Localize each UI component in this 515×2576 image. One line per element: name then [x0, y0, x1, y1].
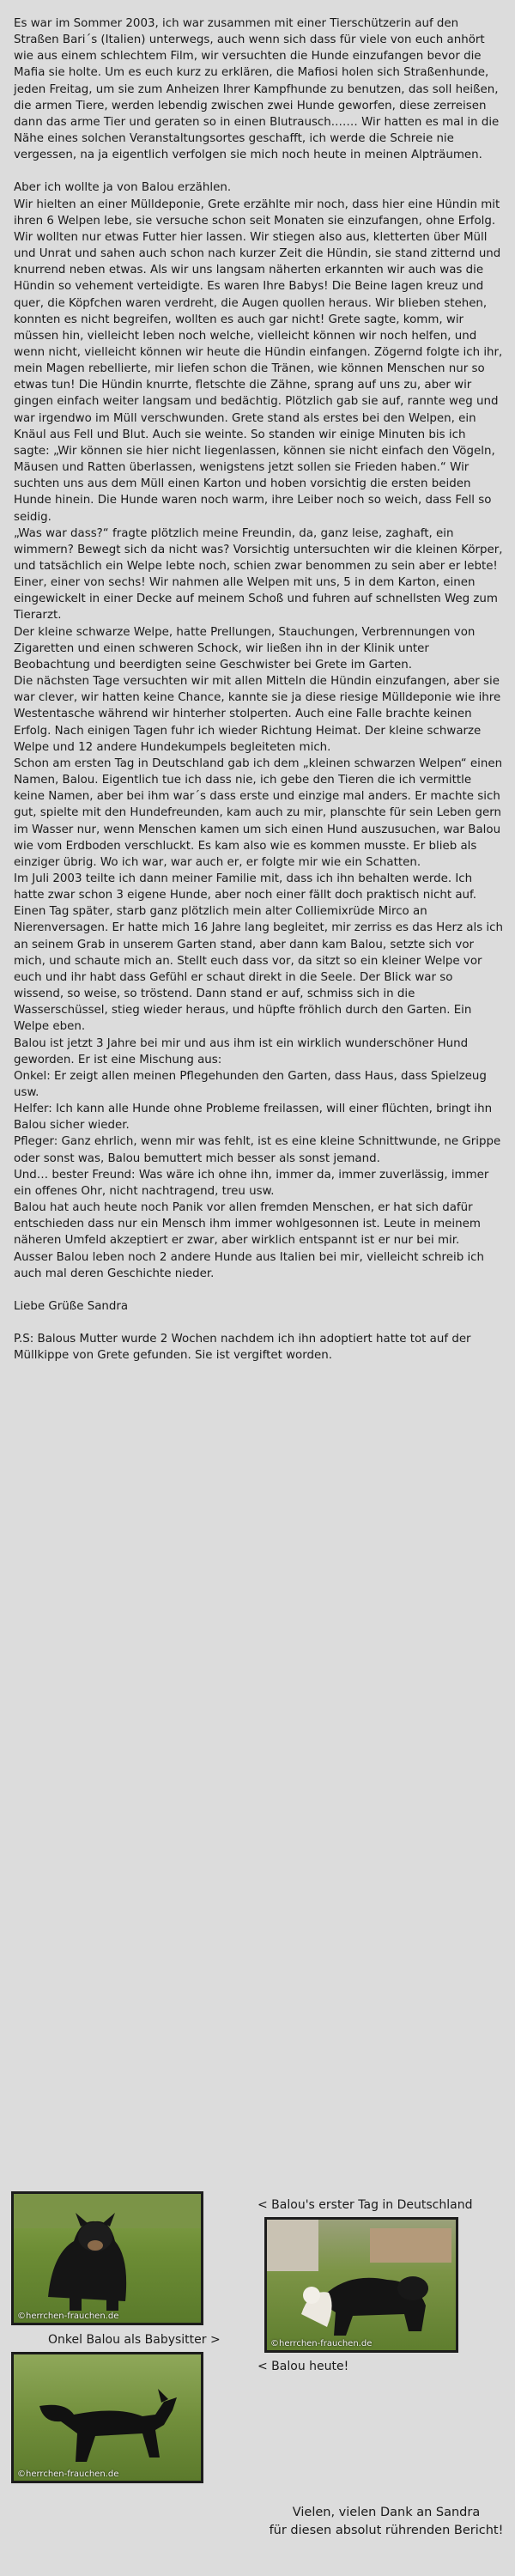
photo-credit: ©herrchen-frauchen.de [17, 2470, 119, 2479]
paragraph: Im Juli 2003 teilte ich dann meiner Familie mit, dass ich ihn behalten werde. Ich hatte zwar schon 3 eigene Hunde, aber noch einer fällt doch praktisch nicht auf. Einen Tag später, starb ganz plötzlich mein alter Colliemixrüde Mirco an Nierenversagen. Er hatte mich 16 Jahre lang begleitet, mir zerriss es das Herz als ich an seinem Grab in unserem Garten stand, aber dann kam Balou, setzte sich vor mich, und schaute mich an. Stellt euch dass vor, da sitzt so ein kleiner Welpe vor euch und ihr habt dass Gefühl er schaut direkt in die Seele. Der Blick war so wissend, so weise, so tröstend. Dann stand er auf, schmiss sich in die Wasserschüssel, stieg wieder heraus, und hüpfte fröhlich durch den Garten. Ein Welpe eben. [14, 872, 503, 1034]
puppy-image [14, 2194, 201, 2323]
paragraph: Ausser Balou leben noch 2 andere Hunde aus Italien bei mir, vielleicht schreib ich auch mal deren Geschichte nieder. [14, 1250, 485, 1280]
caption-babysitter: Onkel Balou als Babysitter > [48, 2333, 221, 2347]
greeting: Liebe Grüße Sandra [14, 1299, 129, 1313]
paragraph: Wir hielten an einer Mülldeponie, Grete erzählte mir noch, dass hier eine Hündin mit ihren 6 Welpen lebe, sie versuche schon seit Monaten sie einzufangen, ohne Erfolg. Wir wollten nur etwas Futter hier lassen. Wir stiegen also aus, kletterten über Müll und Unrat und sahen auch schon nach kurzer Zeit die Hündin, sie stand zitternd und knurrend neben etwas. Als wir uns langsam näherten erkannten wir auch was die Hündin so vehement verteidigte. Es waren Ihre Babys! Die Beine lagen kreuz und quer, die Köpfchen waren verdreht, die Augen quollen heraus. Wir blieben stehen, konnten es nicht begreifen, wollten es auch gar nicht! Grete sagte, komm, wir müssen hin, vielleicht leben noch welche, vielleicht können wir noch helfen, und wenn nicht, vielleicht können wir heute die Hündin einfangen. Zögernd folgte ich ihr, mein Magen rebellierte, mir liefen schon die Tränen, wie können Menschen nur so etwas tun! Die Hündin knurrte, fletschte die Zähne, sprang auf uns zu, aber wir gingen einfach weiter langsam und bedächtig. Plötzlich gab sie auf, rannte weg und war irgendwo im Müll verschwunden. Grete stand als erstes bei den Welpen, ein Knäul aus Fell und Blut. Auch sie weinte. So standen wir einige Minuten bis ich sagte: „Wir können sie hier nicht liegenlassen, können sie nicht einfach den Vögeln, Mäusen und Ratten überlassen, wenigstens jetzt sollen sie Frieden haben.“ Wir suchten uns aus dem Müll einen Karton und hoben vorsichtig die ersten beiden Hunde hinein. Die Hunde waren noch warm, ihre Leiber noch so weich, dass Fell so seidig. [14, 197, 503, 524]
photo-credit: ©herrchen-frauchen.de [17, 2312, 119, 2321]
thanks-line: Vielen, vielen Dank an Sandra [292, 2506, 481, 2519]
paragraph: Balou hat auch heute noch Panik vor allen fremden Menschen, er hat sich dafür entschieden dass nur ein Mensch ihm immer wohlgesonnen ist. Leute in meinem näheren Umfeld akzeptiert er zwar, aber wirklich entspannt ist er nur bei mir. [14, 1201, 481, 1248]
paragraph: Helfer: Ich kann alle Hunde ohne Probleme freilassen, will einer flüchten, bringt ihn Balou sicher wieder. [14, 1103, 493, 1133]
paragraph: Balou ist jetzt 3 Jahre bei mir und aus ihm ist ein wirklich wunderschöner Hund geworden. Er ist eine Mischung aus: [14, 1036, 469, 1066]
story-text [14, 15, 505, 1364]
photo-balou-today [11, 2352, 203, 2483]
paragraph: Die nächsten Tage versuchten wir mit allen Mitteln die Hündin einzufangen, aber sie war clever, wir hatten keine Chance, kannte sie ja diese riesige Mülldeponie wie ihre Westentasche während wir hinterher stolperten. Auch eine Falle brachte keinen Erfolg. Nach einigen Tagen fuhr ich wieder Richtung Heimat. Der kleine schwarze Welpe und 12 andere Hundekumpels begleiteten mich. [14, 675, 501, 754]
thanks-note [258, 2504, 515, 2540]
paragraph: Aber ich wollte ja von Balou erzählen. [14, 181, 232, 195]
paragraph: „Was war dass?“ fragte plötzlich meine Freundin, da, ganz leise, zaghaft, ein wimmern? Bewegt sich da nicht was? Vorsichtig untersuchten wir die kleinen Körper, und tatsächlich ein Welpe lebte noch, schien zwar benommen zu sein aber er lebte! Einer, einer von sechs! Wir nahmen alle Welpen mit uns, 5 in dem Karton, einen eingewickelt in einer Decke auf meinem Schoß und fuhren auf schnellsten Weg zum Tierarzt. [14, 526, 503, 623]
paragraph: Onkel: Er zeigt allen meinen Pflegehunden den Garten, dass Haus, dass Spielzeug usw. [14, 1069, 487, 1099]
paragraph: Es war im Sommer 2003, ich war zusammen mit einer Tierschützerin auf den Straßen Bari´s (Italien) unterwegs, auch wenn sich dass für viele von euch anhört wie aus einem schlechtem Film, wir versuchten die Hunde einzufangen bevor die Mafia sie holte. Um es euch kurz zu erklären, die Mafiosi holen sich Straßenhunde, jeden Freitag, um sie zum Anheizen Ihrer Kampfhunde zu benutzen, das soll heißen, die armen Tiere, werden lebendig zwischen zwei Hunde geworfen, diese zerreisen dann das arme Tier und geraten so in einen Blutrausch.…… Wir hatten es mal in die Nähe eines solchen Veranstaltungsortes geschafft, ich werde die Schreie nie vergessen, na ja eigentlich verfolgen sie mich noch heute in meinen Alpträumen. [14, 17, 500, 162]
thanks-line: für diesen absolut rührenden Bericht! [269, 2524, 504, 2537]
paragraph: Der kleine schwarze Welpe, hatte Prellungen, Stauchungen, Verbrennungen von Zigaretten und einen schweren Schock, wir ließen ihn in der Klinik unter Beobachtung und beerdigten seine Geschwister bei Grete im Garten. [14, 625, 476, 671]
caption-today: < Balou heute! [258, 2360, 349, 2373]
paragraph: Und… bester Freund: Was wäre ich ohne ihn, immer da, immer zuverlässig, immer ein offenes Ohr, nicht nachtragend, treu usw. [14, 1168, 489, 1198]
paragraph: Schon am ersten Tag in Deutschland gab ich dem „kleinen schwarzen Welpen“ einen Namen, Balou. Eigentlich tue ich dass nie, ich gebe den Tieren die ich vermittle keine Namen, aber bei ihm war´s dass erste und einzige mal anders. Er machte sich gut, spielte mit den Hundefreunden, kam auch zu mir, planschte für sein Leben gern im Wasser nur, wenn Menschen kamen um sich einen Hund auszusuchen, war Balou wie vom Erdboden verschluckt. Es kam also wie es kommen musste. Er blieb als einziger übrig. Wo ich war, war auch er, er folgte mir wie ein Schatten. [14, 756, 503, 869]
photo-babysitter [264, 2217, 458, 2353]
adult-dog-image [14, 2354, 201, 2481]
postscript: P.S: Balous Mutter wurde 2 Wochen nachdem ich ihn adoptiert hatte tot auf der Müllkippe von Grete gefunden. Sie ist vergiftet worden. [14, 1333, 471, 1363]
paragraph: Pfleger: Ganz ehrlich, wenn mir was fehlt, ist es eine kleine Schnittwunde, ne Grippe oder sonst was, Balou bemuttert mich besser als sonst jemand. [14, 1135, 501, 1165]
photo-puppy-first-day [11, 2191, 203, 2325]
caption-first-day: < Balou's erster Tag in Deutschland [258, 2198, 473, 2212]
dogs-image [267, 2220, 456, 2350]
photo-credit: ©herrchen-frauchen.de [270, 2339, 373, 2348]
